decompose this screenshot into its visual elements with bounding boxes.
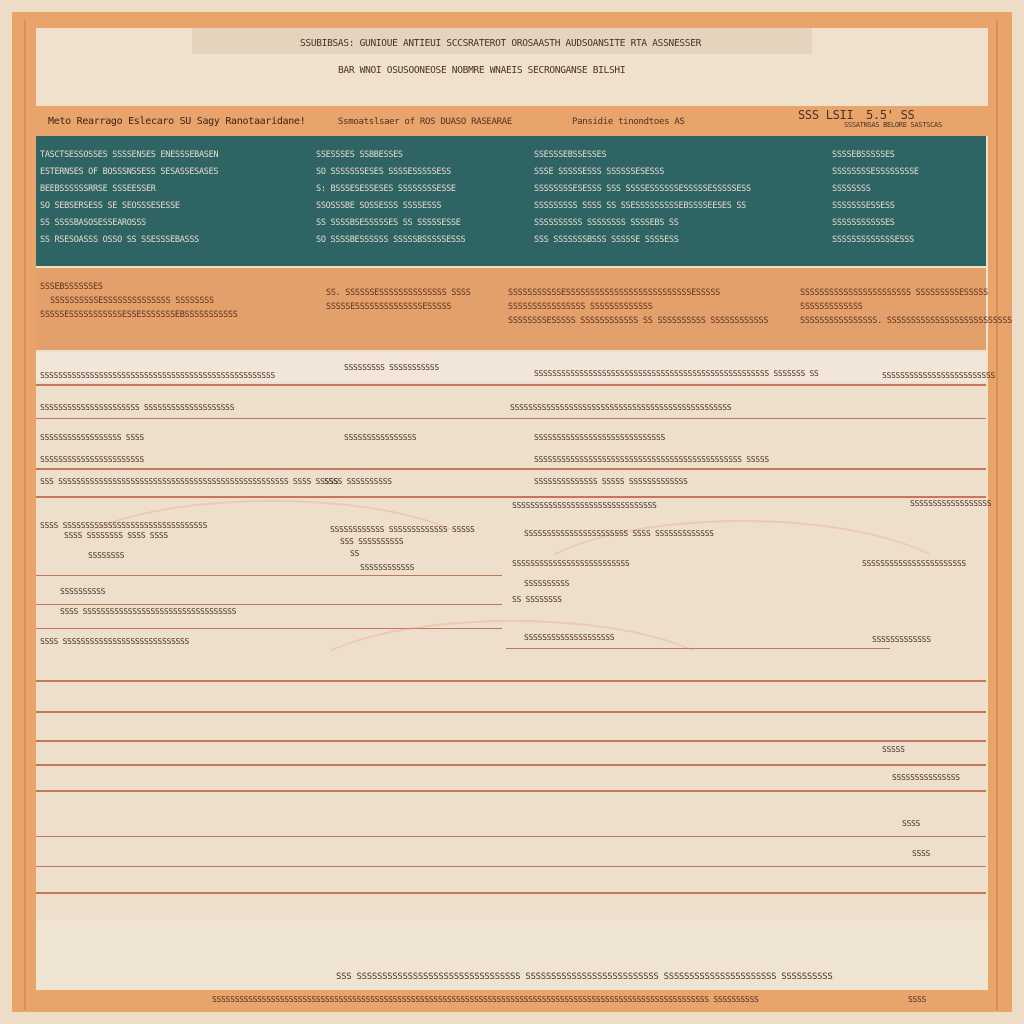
orange-band-cell: SSSSSSSSSSESSSSSSSSSSSSSS SSSSSSSS — [50, 296, 214, 306]
teal-cell: SSOSSSBE SOSSESSS SSSSESSS — [316, 201, 442, 211]
teal-cell: SSSSSSSS — [832, 184, 871, 194]
far-right-cell: SSSS — [902, 819, 921, 828]
lower-mid-cell: SS — [350, 549, 360, 558]
rule — [36, 836, 986, 837]
rule — [36, 790, 986, 792]
table-cell: SSSSSSSSS SSSSSSSSSSS — [344, 363, 439, 372]
orange-band-cell: SSSSSSSSSSSSSSSS. SSSSSSSSSSSSSSSSSSSSSSSSSS — [800, 316, 1012, 326]
lower-right-cell: SSSSSSSSSSSSSSSSSSSSSSSSSS — [512, 559, 630, 568]
table-cell: SSS SSSSSSSSSSSSSSSSSSSSSSSSSSSSSSSSSSSSSSSSSSSSSSSSSSS SSSS SSSSS — [40, 477, 339, 486]
lower-left-cell: SSSSSSSSSS — [60, 587, 106, 596]
lower-left-cell: SSSS SSSSSSSSSSSSSSSSSSSSSSSSSSSSSSSSSS — [60, 607, 237, 616]
header-right-number-2: 5.5' SS — [866, 108, 915, 122]
teal-cell: SO SEBSERSESS SE SEOSSSESESSE — [40, 201, 180, 211]
table-cell: SSSSSSSSSSSSSSSS — [344, 433, 417, 442]
lower-right-header: SSSSSSSSSSSSSSSSSS — [910, 499, 992, 508]
frame-rule-left — [24, 20, 26, 1010]
lower-left-cell: SSSS SSSSSSSSSSSSSSSSSSSSSSSSSSSS — [40, 637, 190, 646]
document-subtitle: BAR WNOI OSUSOONEOSE NOBMRE WNAEIS SECRONGANSE BILSHI — [338, 65, 626, 76]
teal-cell: SSSSEBSSSSSES — [832, 150, 895, 160]
teal-cell: SSSSSSSSSS SSSSSSSS SSSSEBS SS — [534, 218, 679, 228]
frame-rule-right — [996, 20, 998, 1010]
lower-mid-cell: SSS SSSSSSSSSS — [340, 537, 404, 546]
header-right-small: SSSATNSAS BELORE SASTSCAS — [844, 121, 942, 129]
teal-cell: SS RSESOASSS OSSO SS SSESSSEBASSS — [40, 235, 199, 245]
footer-line-1: SSS SSSSSSSSSSSSSSSSSSSSSSSSSSSSSSSS SSSSSSSSSSSSSSSSSSSSSSSSSS SSSSSSSSSSSSSSSSSSSSSS SSSSSSSSSS — [336, 972, 833, 982]
table-cell: SSSSSSSSSSSSSSSSSSSSSSSSSSSSSSSSSSSSSSSSSSSSSSSSSSSS — [40, 371, 275, 380]
document-title: SSUBIBSAS: GUNIOUE ANTIEUI SCCSRATEROT OROSAASTH AUDSOANSITE RTA ASSNESSER — [300, 38, 702, 49]
table-cell: SSSSSSSSSSSSSSSSSSSSSSSSSSSSSSSSSSSSSSSSSSSSSS SSSSS — [534, 455, 769, 464]
teal-cell: SSESSSES SSBBESSES — [316, 150, 403, 160]
far-right-cell: SSSS — [912, 849, 931, 858]
teal-cell: SSS SSSSSSSBSSS SSSSSE SSSSESS — [534, 235, 679, 245]
table-cell: SSSSSSSSSSSSSSSSSSSSSSS — [40, 455, 144, 464]
lower-left-cell: SSSS SSSSSSSSSSSSSSSSSSSSSSSSSSSSSSSS — [40, 521, 208, 530]
rule — [36, 418, 986, 419]
header-mid2-label: Pansidie tinondtoes AS — [572, 117, 685, 127]
far-right-cell: SSSSSSSSSSSSSSS — [892, 773, 960, 782]
teal-cell: SSSSSSSSSSSES — [832, 218, 895, 228]
teal-cell: SSSE SSSSSESSS SSSSSSESESSS — [534, 167, 665, 177]
teal-cell: SO SSSSBESSSSSS SSSSSBSSSSSESSS — [316, 235, 466, 245]
rule — [36, 892, 986, 894]
orange-band-cell: SSSSSSSSSSSSSSSS SSSSSSSSSSSSS — [508, 302, 653, 312]
teal-cell: BEEBSSSSSSRRSE SSSEESSER — [40, 184, 156, 194]
table-cell: SSSS SSSSSSSSSS — [324, 477, 392, 486]
header-left-label: Meto Rearrago Eslecaro SU Sagy Ranotaaridane! — [48, 116, 306, 127]
orange-band-cell: SSSSSSSSSSSESSSSSSSSSSSSSSSSSSSSSSSSSSESSSSS — [508, 288, 720, 298]
teal-cell: ESTERNSES OF BOSSSNSSESS SESASSESASES — [40, 167, 219, 177]
teal-cell: SSSSSSSSESSSSSSSSE — [832, 167, 919, 177]
rule — [36, 764, 986, 766]
table-cell: SSSSSSSSSSSSSSSSSSSSSSSSSSSSSSSSSSSSSSSSSSSSSSSSSSSS SSSSSSS SS — [534, 369, 819, 378]
teal-cell: SS SSSSBSESSSSSES SS SSSSSESSE — [316, 218, 461, 228]
lower-mid-cell: SSSSSSSSSSSS — [360, 563, 415, 572]
footer-page: SSSS — [908, 995, 927, 1004]
lower-right-cell: SSSSSSSSSSSSSSSSSSSSSSSSSSSSSSSS — [512, 501, 657, 510]
teal-cell: SS SSSSBASOSESSEAROSSS — [40, 218, 146, 228]
teal-cell: S: BSSSESESSESES SSSSSSSSESSE — [316, 184, 456, 194]
orange-band-cell: SSSSSESSSSSSSSSSSESSESSSSSSSEBSSSSSSSSSSS — [40, 310, 238, 320]
lower-mid-cell: SSSSSSSSSSSS SSSSSSSSSSSSS SSSSS — [330, 525, 475, 534]
lower-left-cell: SSSS SSSSSSSS SSSS SSSS — [64, 531, 168, 540]
teal-cell: SSSSSSSSESESSS SSS SSSSESSSSSSESSSSSESSSSSESS — [534, 184, 751, 194]
teal-cell: SSSSSSSESSESS — [832, 201, 895, 211]
orange-band-cell: SSSSSESSSSSSSSSSSSSSESSSSS — [326, 302, 452, 312]
lower-right-cell: SSSSSSSSSS — [524, 579, 570, 588]
rule — [36, 496, 986, 498]
rule — [36, 468, 986, 470]
header-mid-label: Ssmoatslsaer of ROS DUASO RASEARAE — [338, 117, 513, 127]
rule — [36, 866, 986, 867]
lower-right-cell: SSSSSSSSSSSSSSSSSSSSSSS SSSS SSSSSSSSSSSSS — [524, 529, 714, 538]
footer-line-2: SSSSSSSSSSSSSSSSSSSSSSSSSSSSSSSSSSSSSSSSSSSSSSSSSSSSSSSSSSSSSSSSSSSSSSSSSSSSSSSSSSSSSSSSSSSSSSSSSSSSSSSSSSSSSS SSSSSSSSSS — [212, 995, 759, 1004]
table-cell: SSSSSSSSSSSSSSSSSSSSSS SSSSSSSSSSSSSSSSSSSS — [40, 403, 235, 412]
teal-cell: SO SSSSSSSESES SSSSESSSSSESS — [316, 167, 451, 177]
far-right-cell: SSSSS — [882, 745, 905, 754]
table-cell: SSSSSSSSSSSSSSSSSSSSSSSSS — [882, 371, 995, 380]
orange-band-cell: SS. SSSSSSESSSSSSSSSSSSSS SSSS — [326, 288, 471, 298]
far-right-cell: SSSSSSSSSSSSSSSSSSSSSSS — [862, 559, 966, 568]
teal-cell: TASCTSESSOSSES SSSSENSES ENESSSEBASEN — [40, 150, 219, 160]
orange-band-cell: SSSSSSSSSSSSS — [800, 302, 863, 312]
lower-right-cell: SSSSSSSSSSSSSSSSSSSS — [524, 633, 615, 642]
far-right-cell: SSSSSSSSSSSSS — [872, 635, 931, 644]
orange-band-cell: SSSSSSSSESSSSS SSSSSSSSSSSS SS SSSSSSSSSS SSSSSSSSSSSS — [508, 316, 769, 326]
lower-left-cell: SSSSSSSS — [88, 551, 125, 560]
table-cell: SSSSSSSSSSSSSSSSSS SSSS — [40, 433, 144, 442]
orange-band-cell: SSSSSSSSSSSSSSSSSSSSSSS SSSSSSSSSESSSSS — [800, 288, 988, 298]
table-cell: SSSSSSSSSSSSSSSSSSSSSSSSSSSSSSSSSSSSSSSSSSSSSSSSS — [510, 403, 732, 412]
teal-cell: SSESSSEBSSESSES — [534, 150, 607, 160]
table-cell: SSSSSSSSSSSSSSSSSSSSSSSSSSSSS — [534, 433, 665, 442]
header-right-number: SSS LSII — [798, 108, 854, 122]
rule — [36, 384, 986, 386]
lower-right-cell: SS SSSSSSSS — [512, 595, 562, 604]
orange-band-cell: SSSEBSSSSSSES — [40, 282, 103, 292]
teal-cell: SSSSSSSSSSSSSESSS — [832, 235, 914, 245]
table-cell: SSSSSSSSSSSSSS SSSSS SSSSSSSSSSSSS — [534, 477, 688, 486]
teal-cell: SSSSSSSSS SSSS SS SSESSSSSSSSSEBSSSSEESES SS — [534, 201, 746, 211]
